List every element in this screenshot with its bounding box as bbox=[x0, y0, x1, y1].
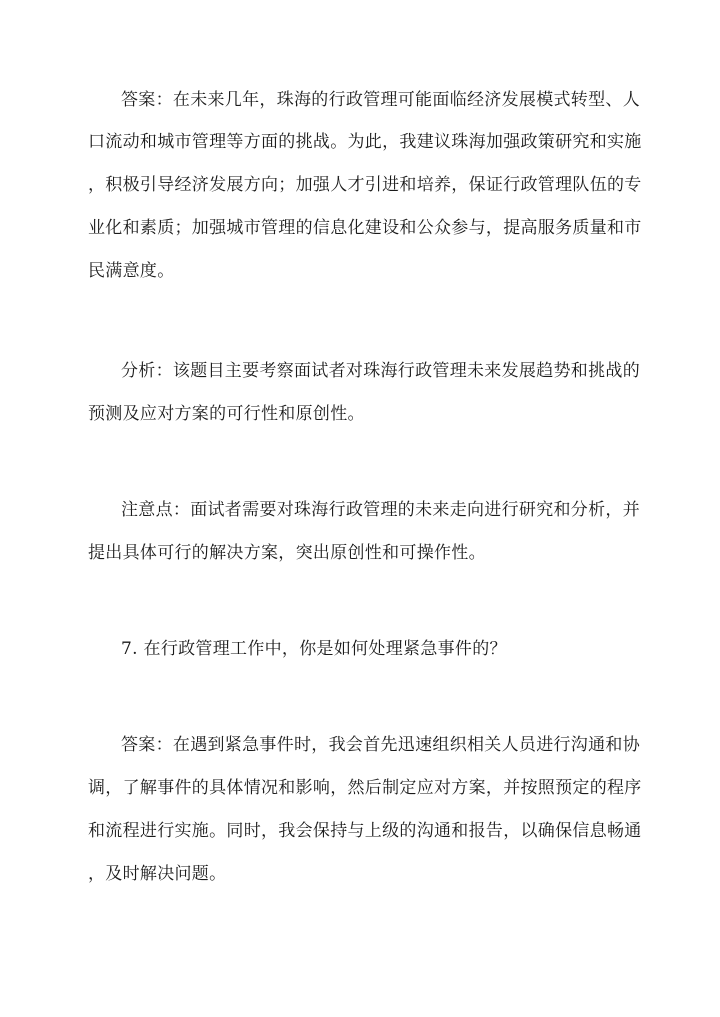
answer-6-line-3: ，积极引导经济发展方向；加强人才引进和培养，保证行政管理队伍的专 bbox=[88, 175, 642, 195]
question-7-heading: 7. 在行政管理工作中，你是如何处理紧急事件的？ bbox=[121, 639, 507, 659]
notes-line-2: 提出具体可行的解决方案，突出原创性和可操作性。 bbox=[88, 543, 486, 563]
answer-6-line-5: 民满意度。 bbox=[88, 261, 175, 281]
answer-7-line-2: 调，了解事件的具体情况和影响，然后制定应对方案，并按照预定的程序 bbox=[88, 778, 642, 798]
answer-7-line-4: ，及时解决问题。 bbox=[88, 864, 227, 884]
answer-7-line-3: 和流程进行实施。同时，我会保持与上级的沟通和报告，以确保信息畅通 bbox=[88, 821, 642, 841]
answer-6-line-4: 业化和素质；加强城市管理的信息化建设和公众参与，提高服务质量和市 bbox=[88, 218, 642, 238]
analysis-line-2: 预测及应对方案的可行性和原创性。 bbox=[88, 404, 365, 424]
answer-6-line-2: 口流动和城市管理等方面的挑战。为此，我建议珠海加强政策研究和实施 bbox=[88, 132, 642, 152]
answer-7-line-1: 答案：在遇到紧急事件时，我会首先迅速组织相关人员进行沟通和协 bbox=[121, 735, 640, 755]
notes-line-1: 注意点：面试者需要对珠海行政管理的未来走向进行研究和分析，并 bbox=[121, 500, 640, 520]
analysis-line-1: 分析：该题目主要考察面试者对珠海行政管理未来发展趋势和挑战的 bbox=[121, 361, 640, 381]
answer-6-line-1: 答案：在未来几年，珠海的行政管理可能面临经济发展模式转型、人 bbox=[121, 90, 640, 110]
